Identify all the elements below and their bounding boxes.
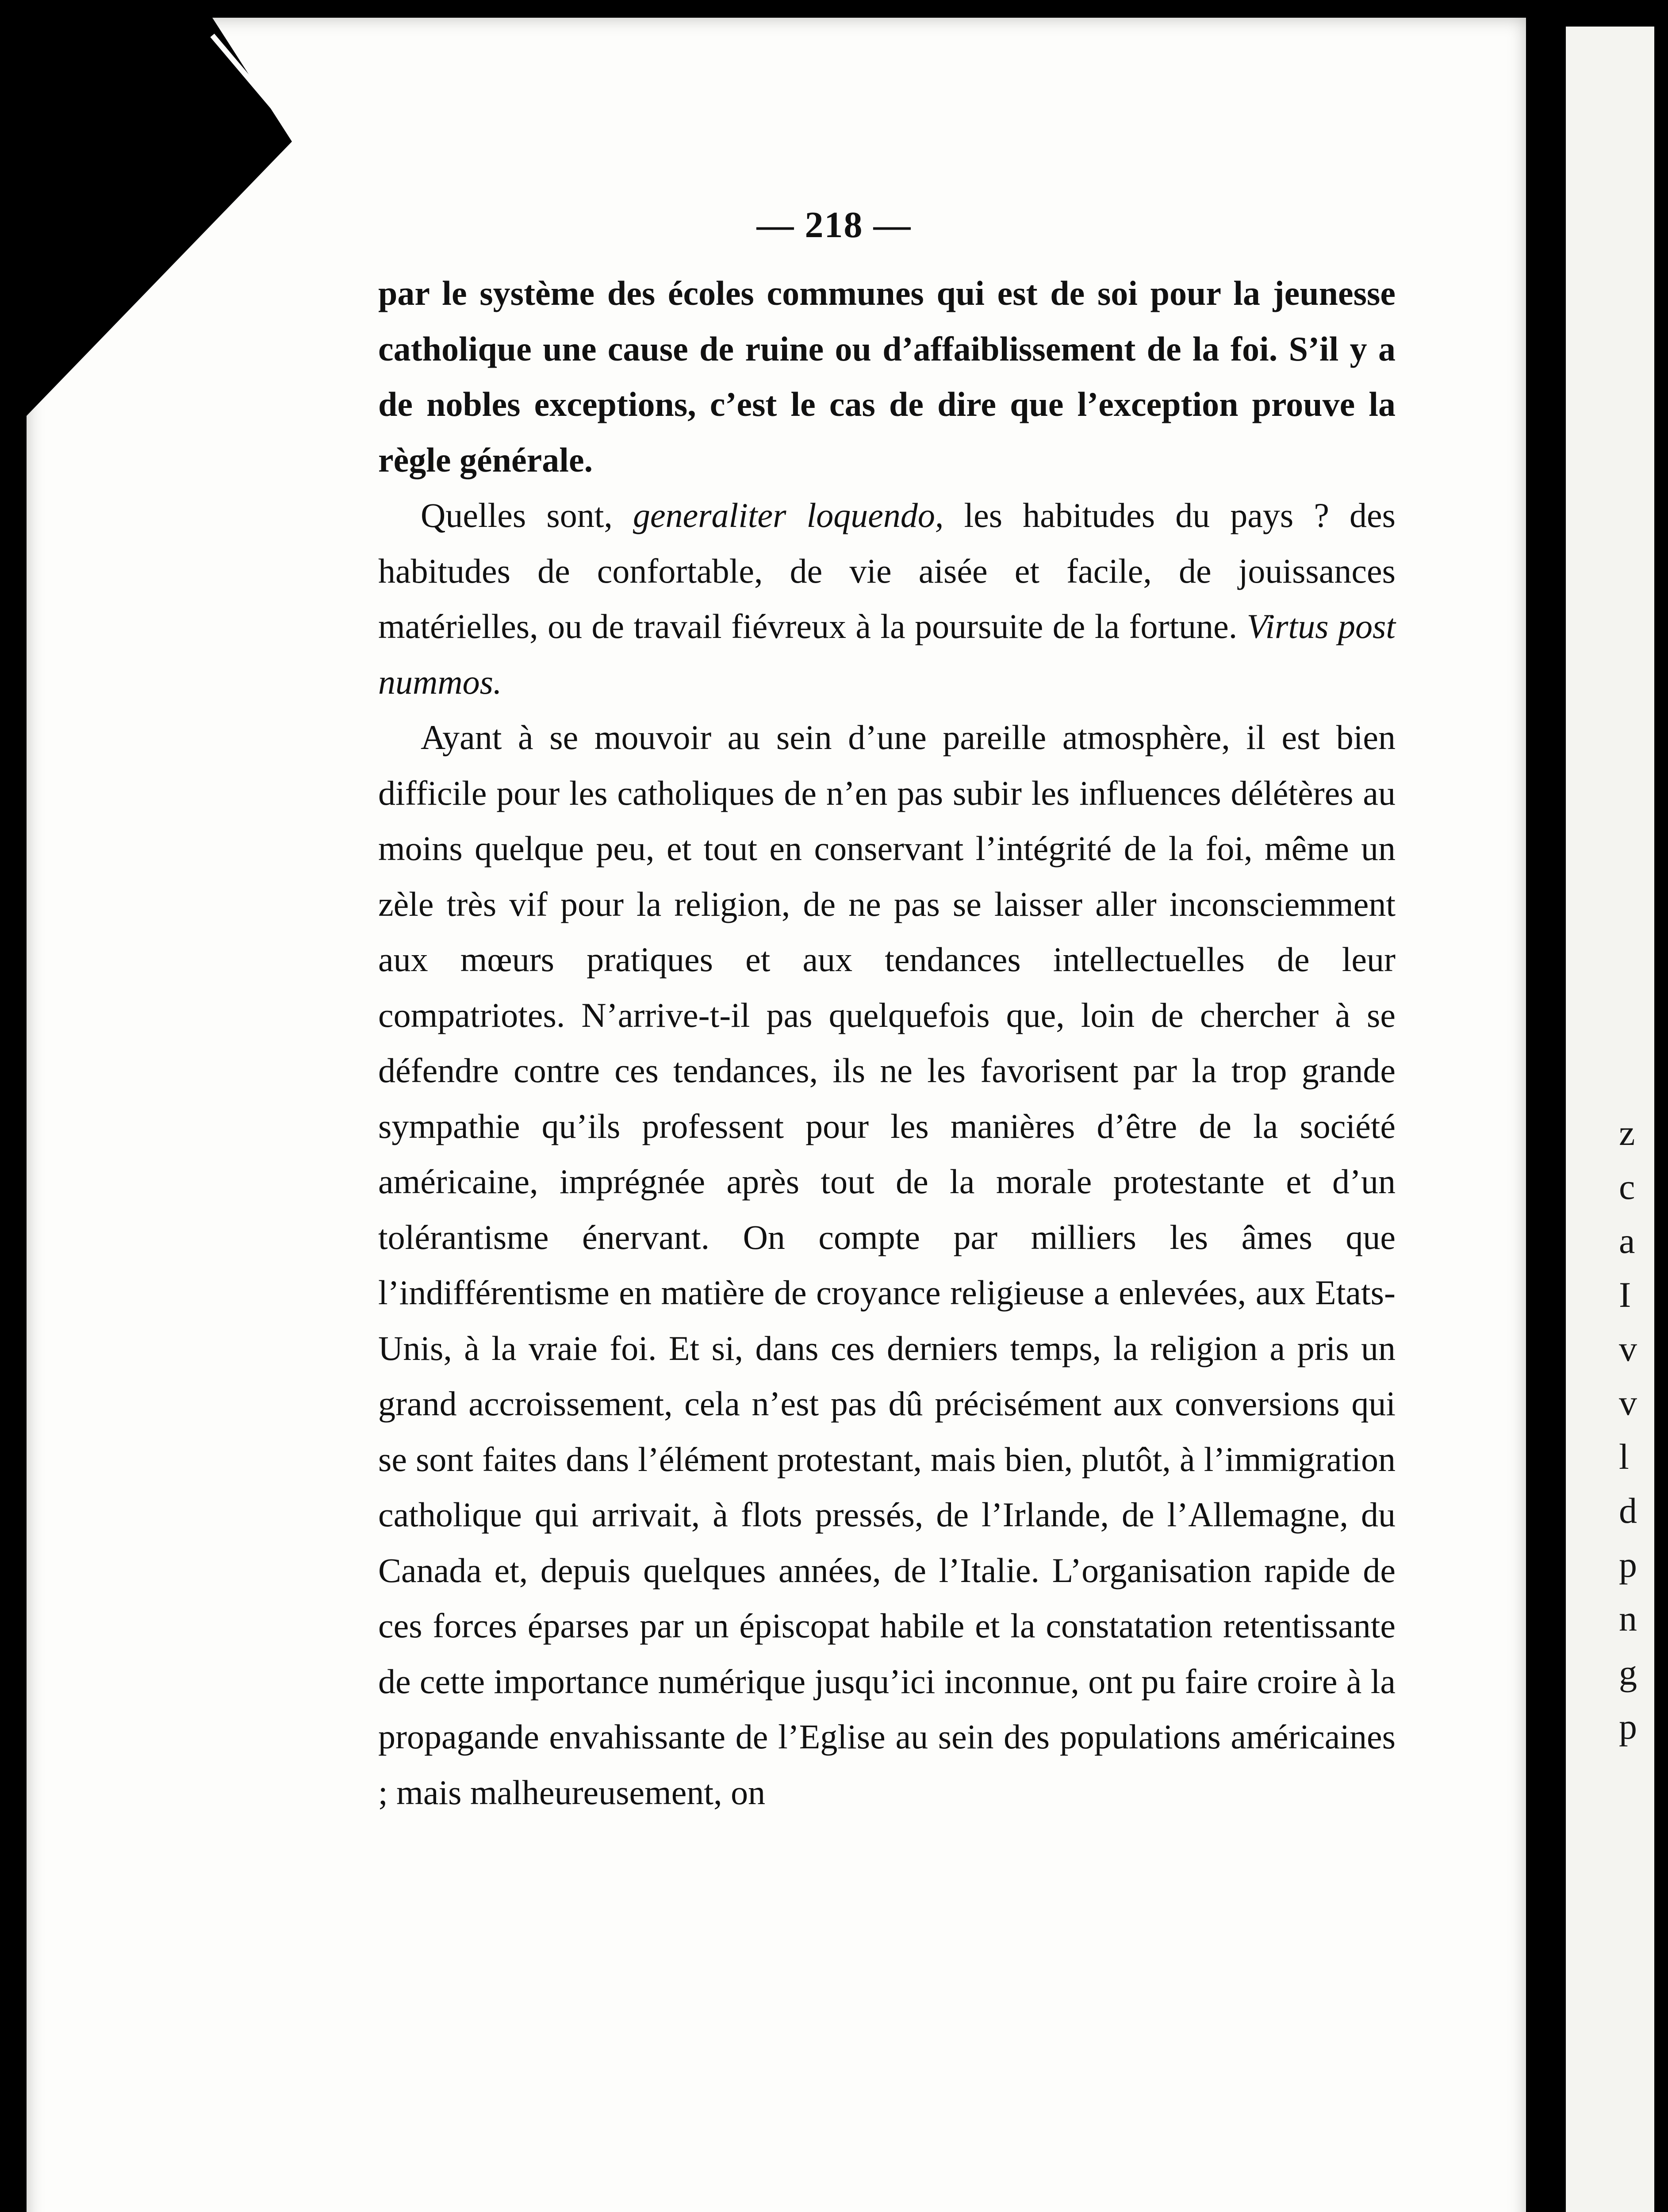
facing-letter: l: [1619, 1436, 1629, 1477]
facing-letter: p: [1619, 1706, 1637, 1747]
facing-letter: p: [1619, 1544, 1637, 1585]
facing-letter: g: [1619, 1652, 1637, 1693]
text-segment: generaliter loquendo,: [633, 496, 944, 534]
paragraph-p2: [378, 488, 1396, 710]
body-text: [378, 265, 1396, 1820]
facing-letter: d: [1619, 1490, 1637, 1531]
facing-page-fragments: [1619, 1106, 1654, 1754]
text-segment: par le système des écoles communes qui est de soi pour la jeunesse catholique une cause de ruine ou d’affaiblissement de la foi. S’il y a de nobles exceptions, c’est le cas de dire que l’exception prouve la règle générale.: [378, 274, 1396, 479]
text-segment: Virtus post nummos.: [378, 607, 1396, 701]
facing-letter: c: [1619, 1167, 1635, 1207]
text-segment: Ayant à se mouvoir au sein d’une pareille atmosphère, il est bien difficile pour les catholiques de n’en pas subir les influences délétères au moins quelque peu, et tout en conservant l’intégrité de la foi, même un zèle très vif pour la religion, de ne pas se laisser aller inconsciemment aux mœurs pratiques et aux tendances intellectuelles de leur compatriotes. N’arrive-t-il pas quelquefois que, loin de chercher à se défendre contre ces tendances, ils ne les favorisent par la trop grande sympathie qu’ils professent pour les manières d’être de la société américaine, imprégnée après tout de la morale protestante et d’un tolérantisme énervant. On compte par milliers les âmes que l’indifférentisme en matière de croyance religieuse a enlevées, aux Etats-Unis, à la vraie foi. Et si, dans ces derniers temps, la religion a pris un grand accroissement, cela n’est pas dû précisément aux conversions qui se sont faites dans l’élément protestant, mais bien, plutôt, à l’immigration catholique qui arrivait, à flots pressés, de l’Irlande, de l’Allemagne, du Canada et, depuis quelques années, de l’Italie. L’organisation rapide de ces forces éparses par un épiscopat habile et la constatation retentissante de cette importance numérique jusqu’ici inconnue, ont pu faire croire à la propagande envahissante de l’Eglise au sein des populations américaines ; mais malheureusement, on: [378, 718, 1396, 1812]
text-segment: Quelles sont,: [421, 496, 633, 534]
facing-letter: a: [1619, 1221, 1635, 1261]
facing-letter: v: [1619, 1329, 1637, 1369]
facing-letter: n: [1619, 1598, 1637, 1639]
facing-letter: z: [1619, 1113, 1635, 1153]
page-number: — 218 —: [756, 204, 912, 246]
facing-letter: I: [1619, 1275, 1631, 1315]
paragraph-p1: [378, 265, 1396, 488]
paragraph-p3: [378, 710, 1396, 1820]
facing-letter: v: [1619, 1382, 1637, 1423]
text-segment: les habitudes du pays ? des habitudes de confortable, de vie aisée et facile, de jouissances matérielles, ou de travail fiévreux à la poursuite de la fortune.: [378, 496, 1396, 645]
